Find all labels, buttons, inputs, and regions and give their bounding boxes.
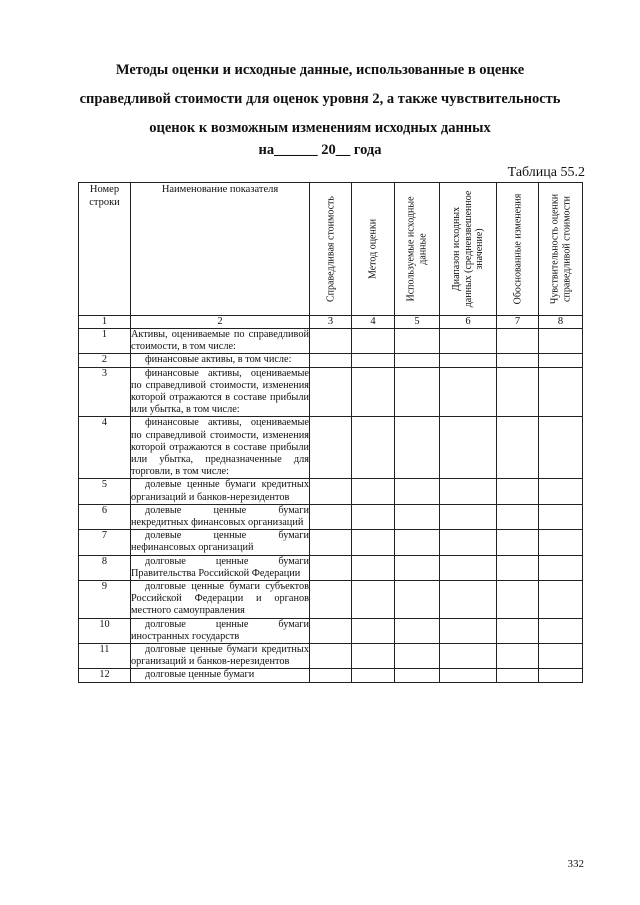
table-row bbox=[79, 367, 583, 417]
value-cell bbox=[497, 530, 539, 555]
value-cell bbox=[497, 329, 539, 354]
value-cell bbox=[539, 530, 583, 555]
indicator-name: финансовые активы, оцениваемые по справедливой стоимости, изменения которой отражаются в составе прибыли или убытка, предназначенные для торговли, в том числе: bbox=[131, 417, 309, 478]
value-cell bbox=[395, 555, 440, 580]
indicator-name: финансовые активы, оцениваемые по справедливой стоимости, изменения которой отражаются в составе прибыли или убытка, в том числе: bbox=[131, 367, 309, 416]
value-cell bbox=[352, 504, 395, 529]
value-cell bbox=[310, 367, 352, 417]
title-line-2: справедливой стоимости для оценок уровня 2, а также чувствительность bbox=[79, 91, 561, 107]
column-number: 1 bbox=[79, 316, 131, 329]
value-cell bbox=[539, 644, 583, 669]
table-row bbox=[79, 417, 583, 479]
value-cell bbox=[497, 479, 539, 504]
value-cell bbox=[395, 479, 440, 504]
value-cell bbox=[310, 644, 352, 669]
title-line-4-date: на______ 20__ года bbox=[258, 142, 382, 158]
value-cell bbox=[497, 644, 539, 669]
value-cell bbox=[539, 329, 583, 354]
value-cell bbox=[310, 581, 352, 619]
value-cell bbox=[310, 530, 352, 555]
value-cell bbox=[352, 581, 395, 619]
value-cell bbox=[310, 417, 352, 479]
row-number: 5 bbox=[79, 479, 131, 504]
value-cell bbox=[352, 479, 395, 504]
value-cell bbox=[440, 669, 497, 682]
value-cell bbox=[539, 618, 583, 643]
column-number: 7 bbox=[497, 316, 539, 329]
value-cell bbox=[352, 669, 395, 682]
table-row bbox=[79, 644, 583, 669]
header-reasonable-changes: Обоснованные изменения bbox=[511, 193, 523, 305]
value-cell bbox=[310, 618, 352, 643]
table-row bbox=[79, 504, 583, 529]
header-fair-value-cell bbox=[310, 183, 352, 316]
table-row bbox=[79, 530, 583, 555]
table-row bbox=[79, 479, 583, 504]
value-cell bbox=[497, 669, 539, 682]
row-number: 11 bbox=[79, 644, 131, 669]
value-cell bbox=[310, 669, 352, 682]
value-cell bbox=[497, 581, 539, 619]
value-cell bbox=[440, 504, 497, 529]
value-cell bbox=[539, 479, 583, 504]
value-cell bbox=[395, 530, 440, 555]
indicator-name: Активы, оцениваемые по справедливой стоимости, в том числе: bbox=[131, 329, 309, 353]
row-number: 7 bbox=[79, 530, 131, 555]
value-cell bbox=[539, 367, 583, 417]
title-line-3: оценок к возможным изменениям исходных данных bbox=[149, 120, 491, 136]
value-cell bbox=[539, 555, 583, 580]
column-number-row bbox=[79, 316, 583, 329]
value-cell bbox=[310, 504, 352, 529]
value-cell bbox=[497, 417, 539, 479]
value-cell bbox=[395, 644, 440, 669]
header-inputs: Используемые исходные данные bbox=[405, 196, 428, 302]
value-cell bbox=[310, 354, 352, 367]
value-cell bbox=[352, 417, 395, 479]
value-cell bbox=[440, 555, 497, 580]
value-cell bbox=[539, 669, 583, 682]
indicator-name: финансовые активы, в том числе: bbox=[131, 354, 310, 367]
indicator-name: долевые ценные бумаги некредитных финансовых организаций bbox=[131, 504, 309, 529]
value-cell bbox=[352, 354, 395, 367]
value-cell bbox=[440, 644, 497, 669]
indicator-name: долговые ценные бумаги bbox=[131, 669, 310, 682]
value-cell bbox=[352, 530, 395, 555]
column-number: 5 bbox=[395, 316, 440, 329]
column-number: 8 bbox=[539, 316, 583, 329]
value-cell bbox=[352, 618, 395, 643]
table-row bbox=[79, 669, 583, 682]
header-reasonable-changes-cell bbox=[497, 183, 539, 316]
row-number: 4 bbox=[79, 417, 131, 479]
value-cell bbox=[440, 581, 497, 619]
table-row bbox=[79, 354, 583, 367]
value-cell bbox=[310, 555, 352, 580]
value-cell bbox=[352, 644, 395, 669]
header-inputs-cell bbox=[395, 183, 440, 316]
value-cell bbox=[539, 504, 583, 529]
value-cell bbox=[539, 417, 583, 479]
value-cell bbox=[440, 354, 497, 367]
value-cell bbox=[497, 504, 539, 529]
header-method-cell bbox=[352, 183, 395, 316]
value-cell bbox=[395, 354, 440, 367]
value-cell bbox=[497, 618, 539, 643]
value-cell bbox=[497, 555, 539, 580]
row-number: 8 bbox=[79, 555, 131, 580]
header-range: Диапазон исходных данных (средневзвешенное значение) bbox=[450, 190, 485, 308]
indicator-name: долговые ценные бумаги кредитных организаций и банков-нерезидентов bbox=[131, 644, 309, 668]
header-range-cell bbox=[440, 183, 497, 316]
table-label: Таблица 55.2 bbox=[507, 165, 585, 180]
value-cell bbox=[310, 479, 352, 504]
value-cell bbox=[395, 417, 440, 479]
column-number: 3 bbox=[310, 316, 352, 329]
value-cell bbox=[395, 367, 440, 417]
row-number: 10 bbox=[79, 618, 131, 643]
page-number: 332 bbox=[567, 858, 584, 870]
indicator-name: долевые ценные бумаги кредитных организаций и банков-нерезидентов bbox=[131, 479, 309, 503]
value-cell bbox=[539, 581, 583, 619]
header-fair-value: Справедливая стоимость bbox=[324, 196, 336, 302]
row-number: 2 bbox=[79, 354, 131, 367]
value-cell bbox=[352, 329, 395, 354]
value-cell bbox=[395, 329, 440, 354]
fair-value-table bbox=[78, 182, 583, 683]
title-line-1: Методы оценки и исходные данные, использованные в оценке bbox=[115, 62, 525, 78]
value-cell bbox=[352, 555, 395, 580]
column-number: 4 bbox=[352, 316, 395, 329]
value-cell bbox=[395, 669, 440, 682]
value-cell bbox=[395, 581, 440, 619]
header-sensitivity: Чувствительность оценки справедливой стоимости bbox=[549, 193, 572, 305]
row-number: 6 bbox=[79, 504, 131, 529]
value-cell bbox=[440, 479, 497, 504]
table-body bbox=[79, 329, 583, 683]
row-number: 12 bbox=[79, 669, 131, 682]
value-cell bbox=[395, 618, 440, 643]
value-cell bbox=[310, 329, 352, 354]
value-cell bbox=[497, 367, 539, 417]
value-cell bbox=[440, 417, 497, 479]
value-cell bbox=[352, 367, 395, 417]
header-sensitivity-cell bbox=[539, 183, 583, 316]
indicator-name: долговые ценные бумаги иностранных государств bbox=[131, 618, 309, 642]
value-cell bbox=[440, 530, 497, 555]
table-row bbox=[79, 329, 583, 354]
value-cell bbox=[440, 367, 497, 417]
indicator-name: долговые ценные бумаги Правительства Российской Федерации bbox=[131, 555, 309, 579]
table-row bbox=[79, 581, 583, 619]
header-row-number: Номер строки bbox=[79, 183, 131, 316]
table-row bbox=[79, 618, 583, 643]
value-cell bbox=[395, 504, 440, 529]
indicator-name: долговые ценные бумаги субъектов Российской Федерации и органов местного самоуправления bbox=[131, 581, 309, 617]
table-row bbox=[79, 555, 583, 580]
value-cell bbox=[497, 354, 539, 367]
column-number: 2 bbox=[131, 316, 310, 329]
row-number: 3 bbox=[79, 367, 131, 417]
column-number: 6 bbox=[440, 316, 497, 329]
row-number: 9 bbox=[79, 581, 131, 619]
header-row bbox=[79, 183, 583, 316]
row-number: 1 bbox=[79, 329, 131, 354]
value-cell bbox=[440, 618, 497, 643]
value-cell bbox=[539, 354, 583, 367]
header-method: Метод оценки bbox=[367, 218, 379, 280]
header-indicator-name: Наименование показателя bbox=[131, 183, 310, 316]
indicator-name: долевые ценные бумаги нефинансовых организаций bbox=[131, 530, 309, 554]
value-cell bbox=[440, 329, 497, 354]
